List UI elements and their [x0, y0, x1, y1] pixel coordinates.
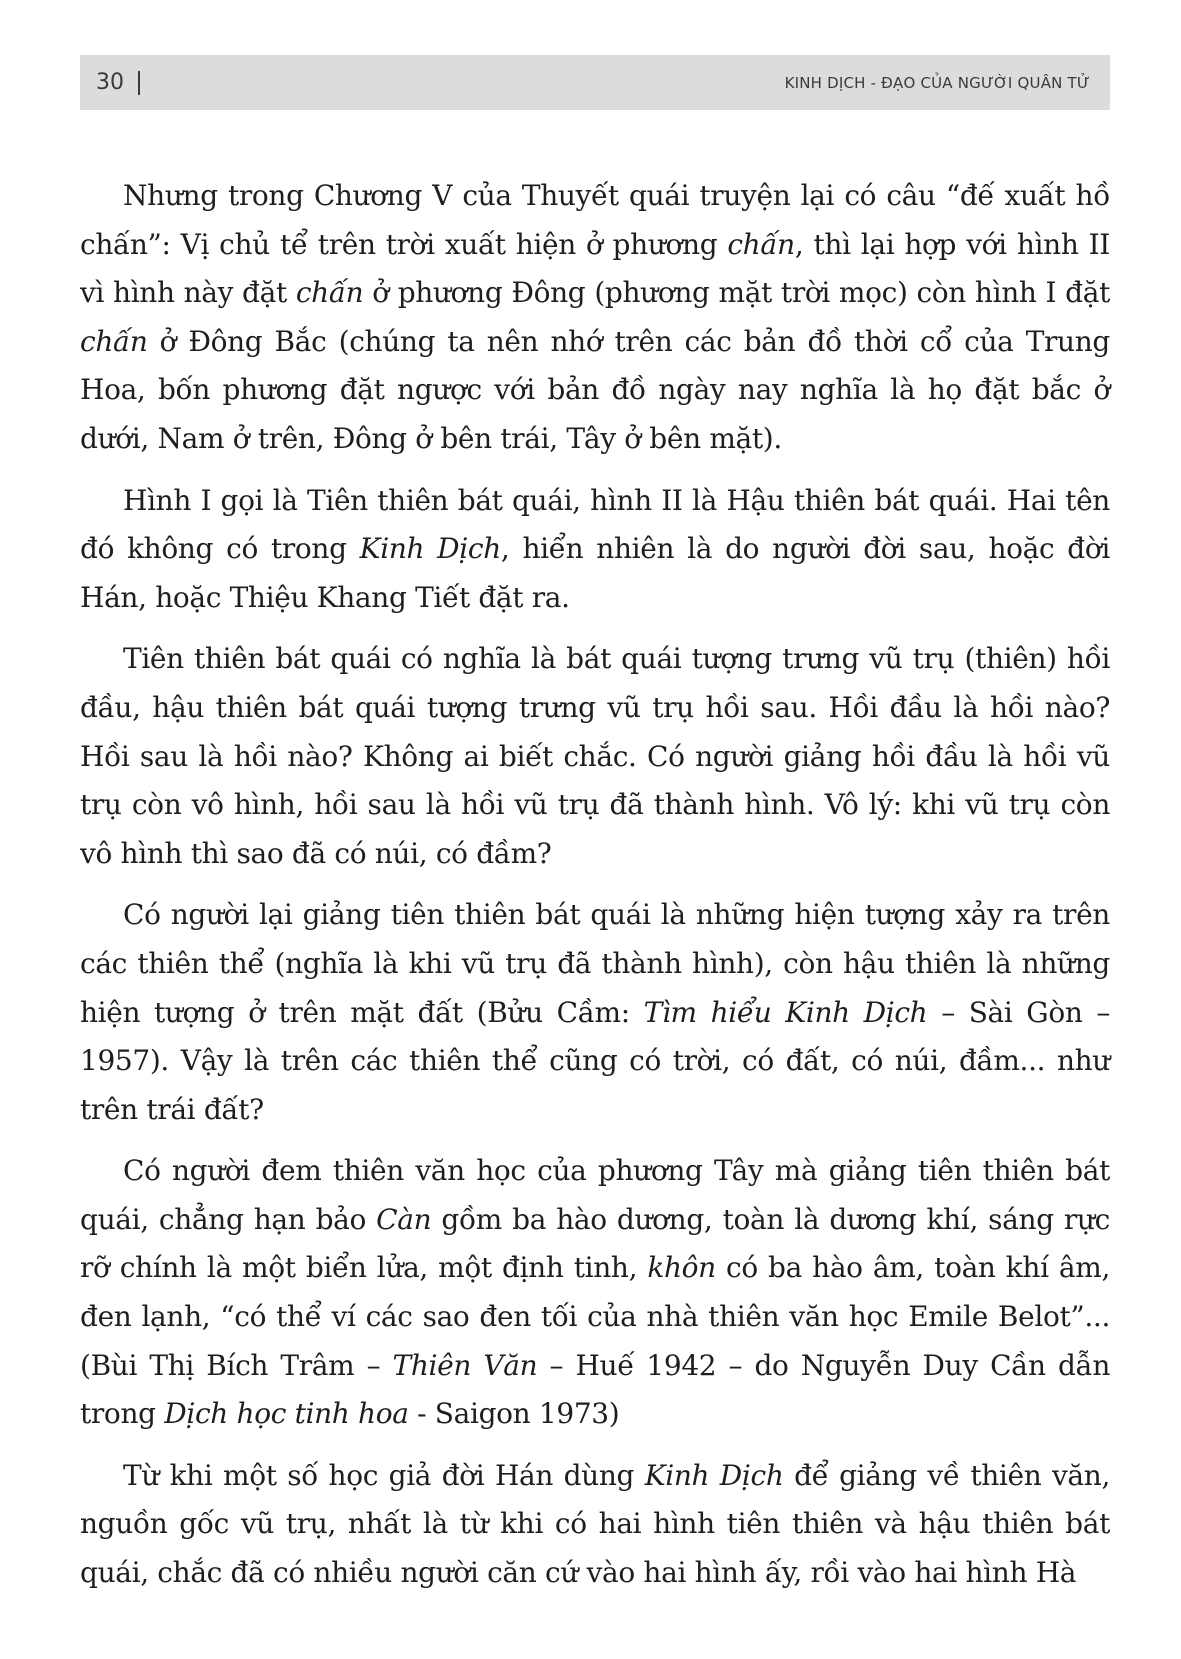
header-separator: [138, 71, 140, 95]
page-header: [80, 55, 1110, 110]
running-title: KINH DỊCH - ĐẠO CỦA NGƯỜI QUÂN TỬ: [784, 73, 1090, 92]
text-run: Có người đem thiên văn học của phương Tây mà giảng tiên thiên bát quái, chẳng hạn bảo: [80, 1154, 1110, 1236]
italic-text: Tìm hiểu Kinh Dịch: [643, 995, 928, 1029]
italic-text: Thiên Văn: [392, 1348, 538, 1382]
page-number: 30: [96, 70, 124, 95]
body-text: [80, 172, 1110, 1611]
text-run: ở phương Đông (phương mặt trời mọc) còn hình I đặt: [363, 276, 1110, 310]
text-run: để giảng về thiên văn, nguồn gốc vũ trụ, nhất là từ khi có hai hình tiên thiên và hậu thiên bát quái, chắc đã có nhiều người căn cứ vào hai hình ấy, rồi vào hai hình Hà: [80, 1458, 1111, 1590]
text-run: , thì lại hợp với hình II vì hình này đặt: [80, 227, 1110, 310]
text-run: Nhưng trong Chương V của Thuyết quái truyện lại có câu “đế xuất hồ chấn”: Vị chủ tể trên trời xuất hiện ở phương: [80, 179, 1110, 261]
paragraph: [80, 172, 1110, 464]
text-run: có ba hào âm, toàn khí âm, đen lạnh, “có thể ví các sao đen tối của nhà thiên văn học Emile Belot”... (Bùi Thị Bích Trâm –: [80, 1251, 1110, 1382]
italic-text: Càn: [376, 1202, 432, 1236]
text-run: – Sài Gòn – 1957). Vậy là trên các thiên thể cũng có trời, có đất, có núi, đầm... như trên trái đất?: [80, 995, 1110, 1126]
paragraph: [80, 477, 1110, 623]
italic-text: chấn: [295, 276, 364, 310]
text-run: Có người lại giảng tiên thiên bát quái là những hiện tượng xảy ra trên các thiên thể (nghĩa là khi vũ trụ đã thành hình), còn hậu thiên là những hiện tượng ở trên mặt đất (Bửu Cầm:: [80, 898, 1110, 1029]
text-run: Tiên thiên bát quái có nghĩa là bát quái tượng trưng vũ trụ (thiên) hồi đầu, hậu thiên bát quái tượng trưng vũ trụ hồi sau. Hồi đầu là hồi nào? Hồi sau là hồi nào? Không ai biết chắc. Có người giảng hồi đầu là hồi vũ trụ còn vô hình, hồi sau là hồi vũ trụ đã thành hình. Vô lý: khi vũ trụ còn vô hình thì sao đã có núi, có đầm?: [80, 642, 1110, 870]
paragraph: [80, 891, 1110, 1134]
page-number-group: [96, 70, 140, 95]
text-run: ở Đông Bắc (chúng ta nên nhớ trên các bản đồ thời cổ của Trung Hoa, bốn phương đặt ngược với bản đồ ngày nay nghĩa là họ đặt bắc ở dưới, Nam ở trên, Đông ở bên trái, Tây ở bên mặt).: [80, 324, 1110, 455]
paragraph: [80, 1452, 1110, 1598]
italic-text: Kinh Dịch: [359, 532, 501, 566]
text-run: Từ khi một số học giả đời Hán dùng: [123, 1458, 645, 1492]
italic-text: chấn: [80, 324, 148, 358]
italic-text: Dịch học tinh hoa: [164, 1397, 409, 1431]
italic-text: khôn: [647, 1251, 716, 1285]
text-run: gồm ba hào dương, toàn là dương khí, sáng rực rỡ chính là một biển lửa, một định tinh,: [80, 1202, 1110, 1285]
text-run: Hình I gọi là Tiên thiên bát quái, hình II là Hậu thiên bát quái. Hai tên đó không có trong: [80, 483, 1110, 566]
text-run: - Saigon 1973): [408, 1397, 620, 1431]
italic-text: chấn: [727, 227, 795, 261]
italic-text: Kinh Dịch: [644, 1458, 784, 1492]
text-run: – Huế 1942 – do Nguyễn Duy Cần dẫn trong: [80, 1348, 1111, 1431]
paragraph: [80, 635, 1110, 878]
paragraph: [80, 1147, 1110, 1439]
text-run: , hiển nhiên là do người đời sau, hoặc đời Hán, hoặc Thiệu Khang Tiết đặt ra.: [80, 532, 1110, 614]
